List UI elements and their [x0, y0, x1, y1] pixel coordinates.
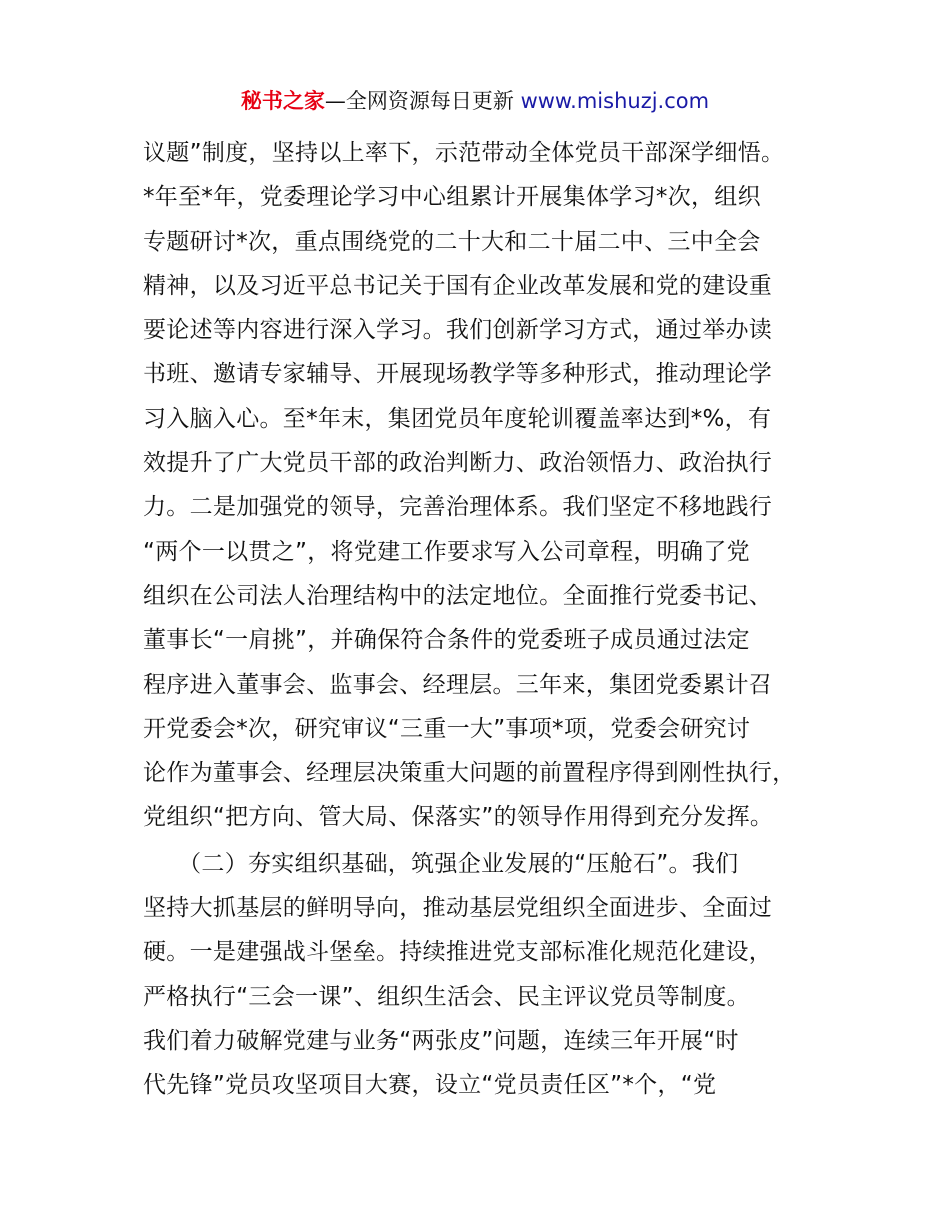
text-line: 程序进入董事会、监事会、经理层。三年来，集团党委累计召: [143, 671, 773, 698]
document-body: [143, 131, 843, 1108]
text-line: 书班、邀请专家辅导、开展现场教学等多种形式，推动理论学: [143, 361, 773, 388]
header-tagline: —全网资源每日更新: [324, 89, 514, 113]
text-line: 要论述等内容进行深入学习。我们创新学习方式，通过举办读: [143, 317, 773, 344]
paragraph-1: [143, 131, 843, 840]
header-brand: 秘书之家: [240, 89, 325, 113]
text-line: 习入脑入心。至*年末，集团党员年度轮训覆盖率达到*%，有: [143, 405, 772, 432]
text-line: “两个一以贯之”，将党建工作要求写入公司章程，明确了党: [143, 538, 750, 565]
text-line: 董事长“一肩挑”，并确保符合条件的党委班子成员通过法定: [143, 627, 750, 654]
text-line: （二）夯实组织基础，筑强企业发展的“压舱石”。我们: [143, 850, 739, 877]
page-header: [0, 86, 950, 116]
text-line: 论作为董事会、经理层决策重大问题的前置程序得到刚性执行，: [143, 760, 796, 787]
text-line: 力。二是加强党的领导，完善治理体系。我们坚定不移地践行: [143, 494, 773, 521]
text-line: 党组织“把方向、管大局、保落实”的领导作用得到充分发挥。: [143, 804, 774, 831]
text-line: 效提升了广大党员干部的政治判断力、政治领悟力、政治执行: [143, 450, 773, 477]
paragraph-2: [143, 842, 843, 1108]
text-line: 精神，以及习近平总书记关于国有企业改革发展和党的建设重: [143, 272, 773, 299]
text-line: 代先锋”党员攻坚项目大赛，设立“党员责任区”*个，“党: [143, 1072, 717, 1099]
text-line: 坚持大抓基层的鲜明导向，推动基层党组织全面进步、全面过: [143, 895, 773, 922]
text-line: *年至*年，党委理论学习中心组累计开展集体学习*次，组织: [143, 184, 761, 211]
text-line: 开党委会*次，研究审议“三重一大”事项*项，党委会研究讨: [143, 715, 751, 742]
text-line: 专题研讨*次，重点围绕党的二十大和二十届二中、三中全会: [143, 228, 761, 255]
header-url[interactable]: www.mishuzj.com: [520, 89, 710, 113]
text-line: 我们着力破解党建与业务“两张皮”问题，连续三年开展“时: [143, 1027, 739, 1054]
text-line: 组织在公司法人治理结构中的法定地位。全面推行党委书记、: [143, 582, 773, 609]
text-line: 严格执行“三会一课”、组织生活会、民主评议党员等制度。: [143, 983, 750, 1010]
text-line: 硬。一是建强战斗堡垒。持续推进党支部标准化规范化建设，: [143, 939, 773, 966]
text-line: 议题”制度，坚持以上率下，示范带动全体党员干部深学细悟。: [143, 140, 785, 166]
